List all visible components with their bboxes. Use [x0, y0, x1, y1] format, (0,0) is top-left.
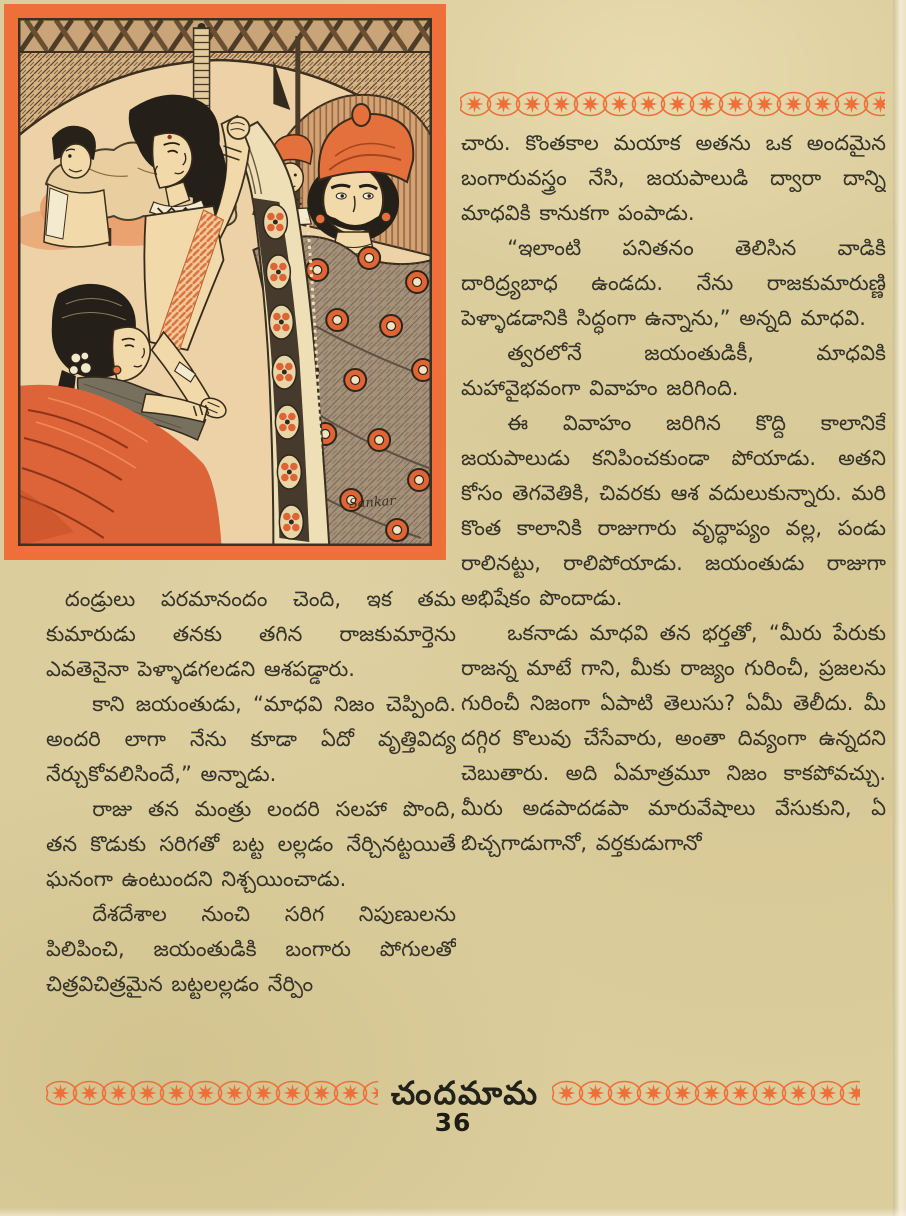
story-paragraph: ఈ వివాహం జరిగిన కొద్ది కాలానికే జయపాలుడు కనిపించకుండా పోయాడు. అతని కోసం తెగవెతికి, చివరకు ఆశ వదులుకున్నారు. మరి కొంత కాలానికి రాజుగారు వృద్ధాప్యం వల్ల, పండు రాలినట్టు, రాలిపోయాడు. జయంతుడు రాజుగా అభిషేకం పొందాడు. [461, 411, 886, 610]
story-text-column-right [461, 126, 886, 1064]
story-paragraph: దండ్రులు పరమానందం చెంది, ఇక తమ కుమారుడు తనకు తగిన రాజకుమార్తెను ఎవతెనైనా పెళ్ళాడగలడని ఆశపడ్డారు. [46, 587, 456, 681]
story-paragraph: కాని జయంతుడు, “మాధవి నిజం చెప్పింది. అందరి లాగా నేను కూడా ఏదో వృత్తివిద్య నేర్చుకోవలిసిందే,” అన్నాడు. [46, 692, 456, 786]
page-number: 36 [434, 1108, 472, 1137]
ornamental-band-top [460, 91, 885, 117]
story-paragraph: “ఇలాంటి పనితనం తెలిసిన వాడికి దారిద్ర్యబాధ ఉండదు. నేను రాజకుమారుణ్ణి పెళ్ళాడడానికి సిద్ధంగా ఉన్నాను,” అన్నది మాధవి. [461, 236, 886, 330]
story-paragraph: ఒకనాడు మాధవి తన భర్తతో, “మీరు పేరుకు రాజన్న మాటే గాని, మీకు రాజ్యం గురించీ, ప్రజలను గురించీ నిజంగా ఏపాటి తెలుసు? ఏమీ తెలీదు. మీ దగ్గిర కొలువు చేసేవారు, అంతా దివ్యంగా ఉన్నదని చెబుతారు. అది ఏమాత్రమూ నిజం కాకపోవచ్చు. మీరు అడపాదడపా మారువేషాలు వేసుకుని, ఏ బిచ్చగాడుగానో, వర్తకుడుగానో [461, 621, 886, 855]
story-paragraph: చారు. కొంతకాల మయాక అతను ఒక అందమైన బంగారువస్త్రం నేసి, జయపాలుడి ద్వారా దాన్ని మాధవికి కానుకగా పంపాడు. [461, 131, 886, 225]
magazine-title: చందమామ [390, 1074, 540, 1112]
ornamental-band-footer-left [46, 1080, 378, 1106]
story-text-column-left [46, 582, 456, 1064]
footer [0, 1076, 906, 1110]
illustration-frame [4, 4, 446, 560]
story-paragraph: దేశదేశాల నుంచి సరిగ నిపుణులను పిలిపించి, జయంతుడికి బంగారు పోగులతో చిత్రవిచిత్రమైన బట్టలల్లడం నేర్పిం [46, 902, 456, 996]
artist-signature: Sankar [348, 493, 397, 512]
page-edge-highlight [893, 0, 906, 1216]
page-edge-bottom-highlight [0, 1208, 906, 1216]
story-paragraph: రాజు తన మంత్రు లందరి సలహా పొంది, తన కొడుకు సరిగతో బట్ట లల్లడం నేర్చినట్టయితే ఘనంగా ఉంటుందని నిశ్చయించాడు. [46, 797, 456, 891]
ornamental-band-footer-right [552, 1080, 860, 1106]
story-illustration [18, 18, 432, 546]
story-paragraph: త్వరలోనే జయంతుడికీ, మాధవికి మహావైభవంగా వివాహం జరిగింది. [461, 341, 886, 400]
